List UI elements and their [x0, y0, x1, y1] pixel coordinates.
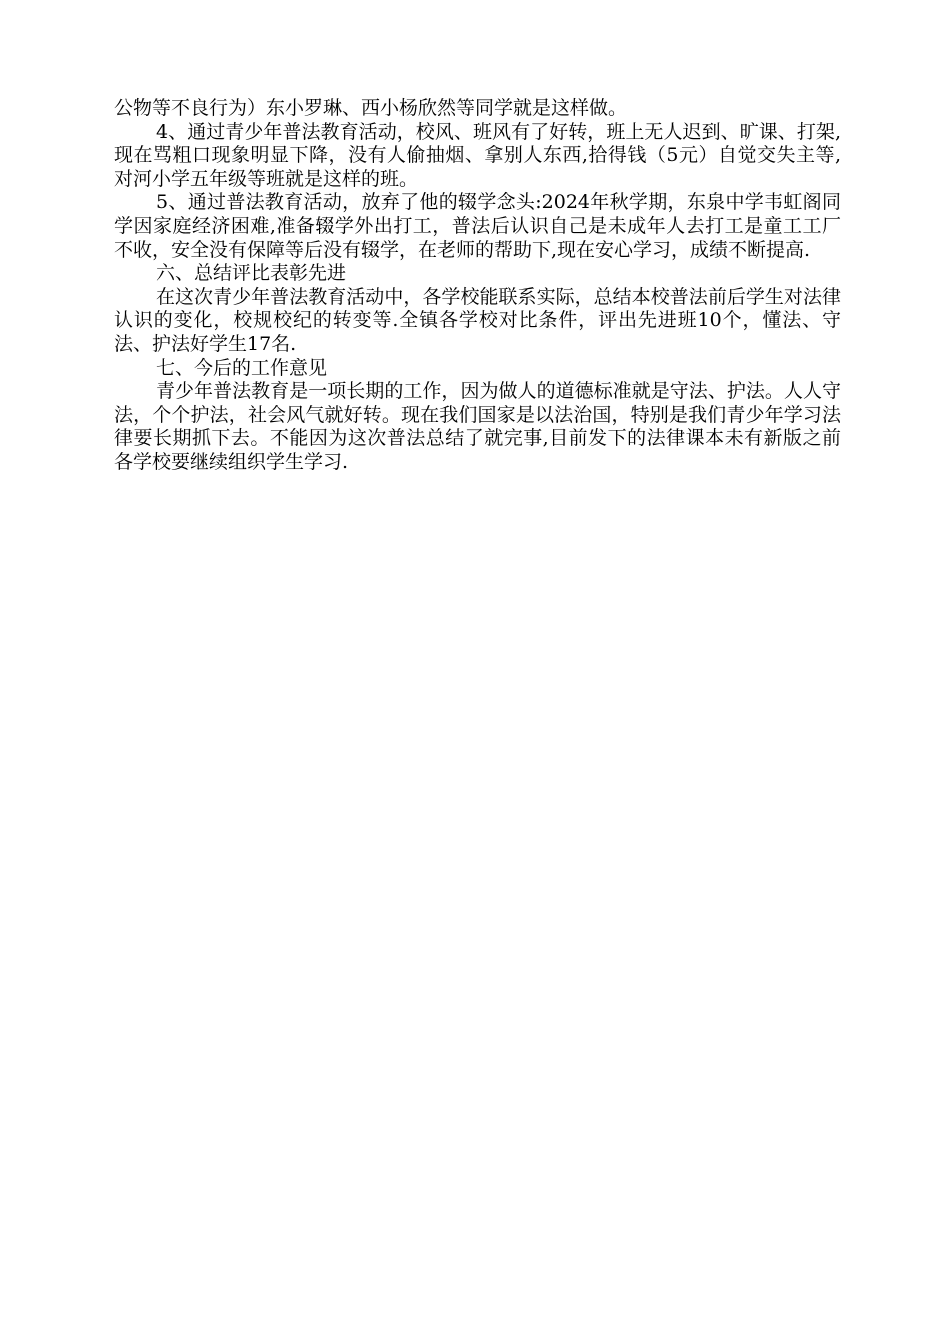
- paragraph-item-5: 5、通过普法教育活动，放弃了他的辍学念头:2024年秋学期，东泉中学韦虹阁同学因家庭经济困难,准备辍学外出打工，普法后认识自己是未成年人去打工是童工工厂不收，安全没有保障等后没有辍学，在老师的帮助下,现在安心学习，成绩不断提高.: [114, 191, 841, 261]
- document-body: [114, 97, 841, 475]
- paragraph-item-4: 4、通过青少年普法教育活动，校风、班风有了好转，班上无人迟到、旷课、打架,现在骂粗口现象明显下降，没有人偷抽烟、拿别人东西,拾得钱（5元）自觉交失主等,对河小学五年级等班就是这样的班。: [114, 120, 841, 190]
- section-heading-7: 七、今后的工作意见: [156, 356, 328, 379]
- section-heading-6: 六、总结评比表彰先进: [156, 262, 347, 285]
- paragraph-section-6: 在这次青少年普法教育活动中，各学校能联系实际，总结本校普法前后学生对法律认识的变化，校规校纪的转变等.全镇各学校对比条件，评出先进班10个，懂法、守法、护法好学生17名.: [114, 285, 841, 355]
- paragraph-continuation: 公物等不良行为）东小罗琳、西小杨欣然等同学就是这样做。: [114, 97, 628, 119]
- paragraph-section-7: 青少年普法教育是一项长期的工作，因为做人的道德标准就是守法、护法。人人守法，个个护法，社会风气就好转。现在我们国家是以法治国，特别是我们青少年学习法律要长期抓下去。不能因为这次普法总结了就完事,目前发下的法律课本未有新版之前各学校要继续组织学生学习.: [114, 380, 841, 473]
